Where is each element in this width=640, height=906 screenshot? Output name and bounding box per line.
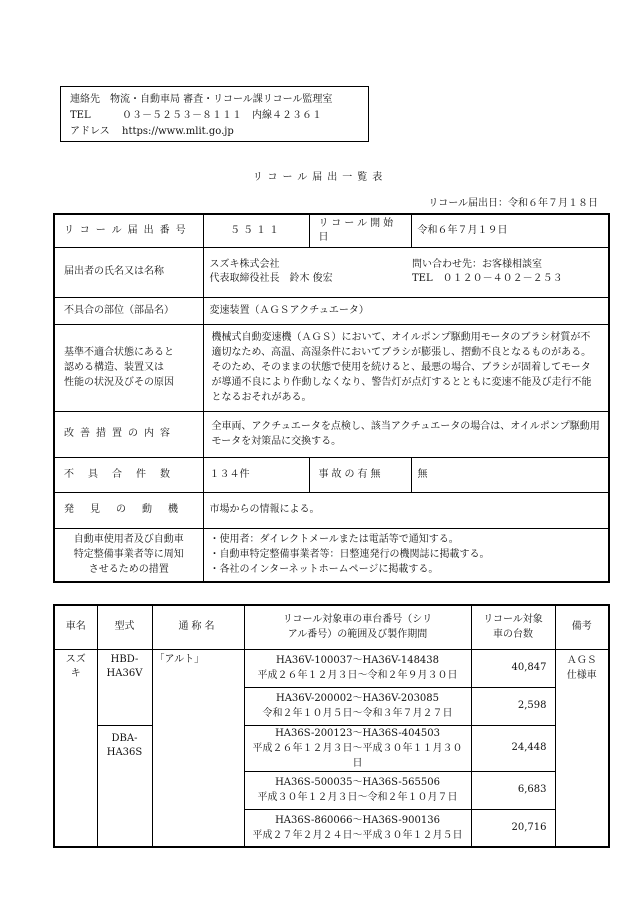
- range-cell: HA36S-200123～HA36S-404503 平成２６年１２月３日～平成３０年１１月３０日: [244, 725, 471, 771]
- contact-tel-value: ０３－５２５３－８１１１ 内線４２３６１: [122, 110, 322, 121]
- count-cell: 24,448: [471, 725, 555, 771]
- inquiry-tel: TEL ０１２０－４０２－２５３: [412, 273, 563, 284]
- table-row: [54, 297, 609, 324]
- notif-no-label: リコール届出番号: [54, 214, 203, 247]
- contact-line-1: 連絡先 物流・自動車局 審査・リコール課リコール監理室: [70, 94, 333, 105]
- measure-description: 全車両、アクチュエータを点検し、該当アクチュエータの場合は、オイルポンプ駆動用モータを対策品に交換する。: [203, 411, 609, 457]
- table-header-row: [54, 605, 609, 649]
- contact-address-label: アドレス: [70, 126, 110, 137]
- header-range: リコール対象車の車台番号（シリ アル番号）の範囲及び製作期間: [244, 605, 471, 649]
- start-date-value: 令和６年７月１９日: [411, 214, 609, 247]
- notif-no-value: ５５１１: [203, 214, 309, 247]
- defect-count-value: １３４件: [203, 457, 309, 492]
- common-name-cell: 「アルト」: [152, 649, 244, 847]
- contact-address-row: [70, 124, 359, 140]
- table-row: [54, 649, 609, 687]
- document-title: リコール届出一覧表: [252, 172, 388, 183]
- vehicle-list-table: [53, 604, 610, 848]
- range-cell: HA36S-500035～HA36S-565506 平成３０年１２月３日～令和２年１０月７日: [244, 771, 471, 809]
- contact-tel-label: TEL: [70, 110, 91, 121]
- header-remarks: 備考: [555, 605, 609, 649]
- count-cell: 6,683: [471, 771, 555, 809]
- applicant-cell: [203, 247, 609, 297]
- notify-measures: ・使用者：ダイレクトメールまたは電話等で通知する。 ・自動車特定整備事業者等：日整連発行の機関誌に掲載する。 ・各社のインターネットホームページに掲載する。: [203, 528, 609, 582]
- header-count: リコール対象 車の台数: [471, 605, 555, 649]
- part-label: 不具合の部位（部品名）: [54, 297, 203, 324]
- notify-label: 自動車使用者及び自動車 特定整備事業者等に周知 させるための措置: [54, 528, 203, 582]
- defect-count-label: 不具合件数: [54, 457, 203, 492]
- header-common-name: 通称名: [152, 605, 244, 649]
- part-value: 変速装置（ＡＧＳアクチュエータ）: [203, 297, 609, 324]
- count-cell: 40,847: [471, 649, 555, 687]
- applicant-label: 届出者の氏名又は名称: [54, 247, 203, 297]
- cause-description: 機械式自動変速機（ＡＧＳ）において、オイルポンプ駆動用モータのブラシ材質が不適切なため、高温、高湿条件においてブラシが膨張し、摺動不良となるものがある。そのため、そのままの状態で使用を続けると、最悪の場合、ブラシが固着してモータが導通不良により作動しなくなり、警告灯が点灯するとともに変速不能及び走行不能となるおそれがある。: [203, 324, 609, 411]
- model-cell: HBD-HA36V: [97, 649, 152, 725]
- contact-address-link[interactable]: https://www.mlit.go.jp: [122, 126, 234, 137]
- recall-details-table: [53, 213, 610, 583]
- representative-name: 代表取締役社長 鈴木 俊宏: [209, 273, 333, 284]
- table-row: [54, 725, 609, 771]
- remarks-cell: ＡＧＳ 仕様車: [555, 649, 609, 847]
- start-date-label: リコール開始日: [309, 214, 411, 247]
- table-row: [54, 214, 609, 247]
- model-cell: DBA-HA36S: [97, 725, 152, 847]
- table-row: [54, 457, 609, 492]
- count-cell: 2,598: [471, 687, 555, 725]
- maker-cell: スズキ: [54, 649, 97, 847]
- contact-box: [60, 86, 369, 142]
- count-cell: 20,716: [471, 809, 555, 847]
- cause-label: 基準不適合状態にあると 認める構造、装置又は 性能の状況及びその原因: [54, 324, 203, 411]
- company-name: スズキ株式会社: [209, 259, 280, 270]
- table-row: [54, 492, 609, 528]
- table-row: [54, 324, 609, 411]
- notification-date: リコール届出日：令和６年７月１８日: [428, 198, 598, 209]
- table-row: [54, 411, 609, 457]
- table-row: [54, 528, 609, 582]
- discovery-value: 市場からの情報による。: [203, 492, 609, 528]
- discovery-label: 発見の動機: [54, 492, 203, 528]
- accident-value: 無: [411, 457, 609, 492]
- header-maker: 車名: [54, 605, 97, 649]
- table-row: [54, 247, 609, 297]
- inquiry-contact: 問い合わせ先：お客様相談室: [412, 259, 542, 270]
- contact-tel-row: [70, 108, 359, 124]
- header-model: 型式: [97, 605, 152, 649]
- range-cell: HA36V-200002～HA36V-203085 令和２年１０月５日～令和３年７月２７日: [244, 687, 471, 725]
- range-cell: HA36S-860066～HA36S-900136 平成２７年２月２４日～平成３０年１２月５日: [244, 809, 471, 847]
- range-cell: HA36V-100037～HA36V-148438 平成２６年１２月３日～令和２年９月３０日: [244, 649, 471, 687]
- accident-label: 事故の有無: [309, 457, 411, 492]
- measure-label: 改善措置の内容: [54, 411, 203, 457]
